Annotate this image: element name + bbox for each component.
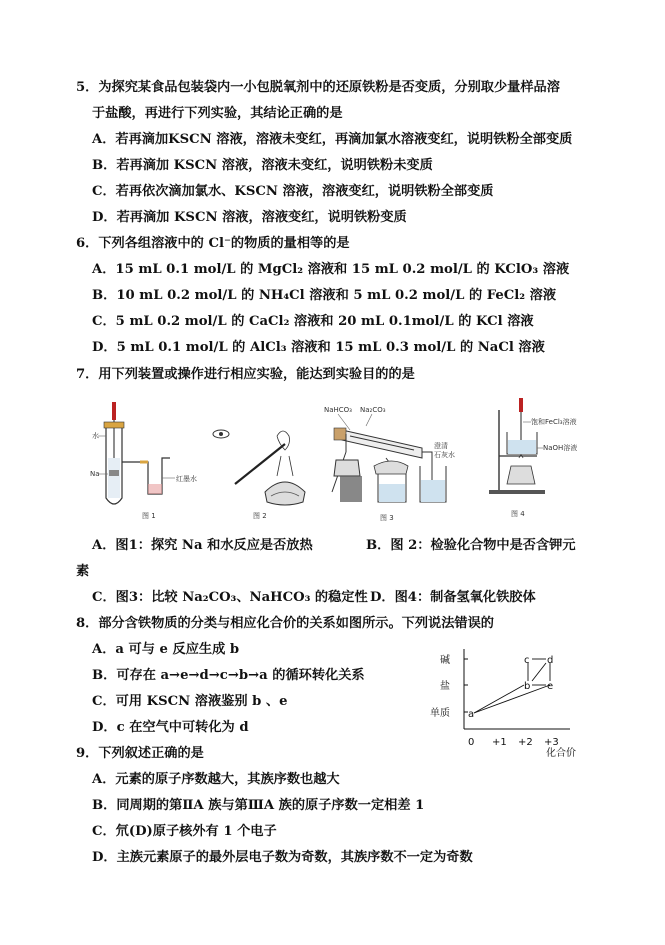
q6-option-c: C．5 mL 0.2 mol/L 的 CaCl₂ 溶液和 20 mL 0.1mol/L 的 KCl 溶液 [92, 314, 534, 329]
chart-y-label-salt: 盐 [440, 681, 450, 692]
chart-point-b: b [524, 681, 531, 692]
iron-valence-category-chart [420, 645, 590, 757]
q8-option-a: A．a 可与 e 反应生成 b [92, 642, 240, 657]
q5-stem-line2: 于盐酸，再进行下列实验，其结论正确的是 [92, 106, 343, 121]
q5-stem-line1: 5．为探究某食品包装袋内一小包脱氧剂中的还原铁粉是否变质，分别取少量样品溶 [76, 80, 560, 95]
fig3-limewater-label-2: 石灰水 [434, 451, 455, 459]
q7-option-b: B．图 2：检验化合物中是否含钾元 [366, 538, 576, 553]
q7-option-d: D．图4：制备氢氧化铁胶体 [370, 590, 536, 605]
chart-x-tick-plus2: +2 [518, 737, 533, 748]
fig3-caption: 图 3 [380, 514, 394, 522]
figure-3-carbonate-stability [322, 402, 455, 526]
q7-option-b-cont: 素 [76, 564, 90, 579]
platinum-wire-icon [235, 444, 285, 484]
fig1-water-label: 水 [92, 432, 99, 440]
fig3-na2co3-label: Na₂CO₃ [360, 406, 386, 414]
q5-option-c: C．若再依次滴加氯水、KSCN 溶液，溶液变红，说明铁粉全部变质 [92, 184, 494, 199]
outer-tube-icon [342, 430, 422, 458]
fig1-red-ink-label: 红墨水 [176, 475, 197, 483]
alcohol-lamp-icon [334, 460, 360, 476]
fig2-caption: 图 2 [253, 512, 267, 520]
chart-point-c: c [524, 655, 530, 666]
q9-option-a: A．元素的原子序数越大，其族序数也越大 [92, 772, 340, 787]
chart-x-tick-plus3: +3 [544, 737, 559, 748]
fig3-limewater-label-1: 澄清 [434, 442, 448, 450]
q6-option-b: B．10 mL 0.2 mol/L 的 NH₄Cl 溶液和 5 mL 0.2 mol/L 的 FeCl₂ 溶液 [92, 288, 557, 303]
alcohol-lamp-icon [265, 482, 305, 505]
q8-option-c: C．可用 KSCN 溶液鉴别 b 、e [92, 694, 288, 709]
q9-stem: 9．下列叙述正确的是 [76, 746, 204, 761]
flame-icon [277, 431, 290, 450]
chart-y-label-base: 碱 [440, 655, 450, 666]
chart-point-d: d [547, 655, 554, 666]
q6-option-d: D．5 mL 0.1 mol/L 的 AlCl₃ 溶液和 15 mL 0.3 mol/L 的 NaCl 溶液 [92, 340, 545, 355]
chart-x-tick-plus1: +1 [492, 737, 507, 748]
q5-option-b: B．若再滴加 KSCN 溶液，溶液未变红，说明铁粉未变质 [92, 158, 433, 173]
q8-stem: 8．部分含铁物质的分类与相应化合价的关系如图所示。下列说法错误的 [76, 616, 494, 631]
q9-option-b: B．同周期的第ⅡA 族与第ⅢA 族的原子序数一定相差 1 [92, 798, 425, 813]
fig4-fecl3-label: 饱和FeCl₃溶液 [531, 418, 577, 426]
q7-option-c: C．图3：比较 Na₂CO₃、NaHCO₃ 的稳定性 [92, 590, 368, 605]
q5-option-d: D．若再滴加 KSCN 溶液，溶液变红，说明铁粉变质 [92, 210, 407, 225]
chart-y-label-element: 单质 [430, 708, 450, 719]
fig4-naoh-label: NaOH溶液 [543, 444, 578, 452]
alcohol-lamp-icon [507, 466, 535, 484]
chart-x-title: 化合价 [546, 748, 576, 759]
q9-option-c: C．氘(D)原子核外有 1 个电子 [92, 824, 277, 839]
chart-point-e: e [547, 681, 554, 692]
q7-option-a: A．图1：探究 Na 和水反应是否放热 [92, 538, 313, 553]
fig1-caption: 图 1 [142, 512, 156, 520]
chart-point-a: a [468, 709, 475, 720]
q6-option-a: A．15 mL 0.1 mol/L 的 MgCl₂ 溶液和 15 mL 0.2 mol/L 的 KClO₃ 溶液 [92, 262, 570, 277]
chart-x-tick-0: 0 [468, 737, 475, 748]
q8-option-d: D．c 在空气中可转化为 d [92, 720, 249, 735]
figure-4-ferric-hydroxide-colloid [485, 396, 610, 524]
q5-option-a: A．若再滴加KSCN 溶液，溶液未变红，再滴加氯水溶液变红，说明铁粉全部变质 [92, 132, 573, 147]
q9-option-d: D．主族元素原子的最外层电子数为奇数，其族序数不一定为奇数 [92, 850, 473, 865]
dropper-bulb-icon [519, 398, 523, 412]
fig1-na-label: Na [90, 470, 100, 478]
fig3-nahco3-label: NaHCO₃ [324, 406, 352, 414]
fig4-caption: 图 4 [511, 510, 525, 518]
q7-stem: 7．用下列装置或操作进行相应实验，能达到实验目的的是 [76, 367, 415, 382]
q8-option-b: B．可存在 a→e→d→c→b→a 的循环转化关系 [92, 668, 365, 683]
dropper-bulb-icon [112, 402, 116, 420]
q6-stem: 6．下列各组溶液中的 Cl⁻的物质的量相等的是 [76, 236, 350, 251]
figure-2-flame-test [205, 422, 315, 526]
